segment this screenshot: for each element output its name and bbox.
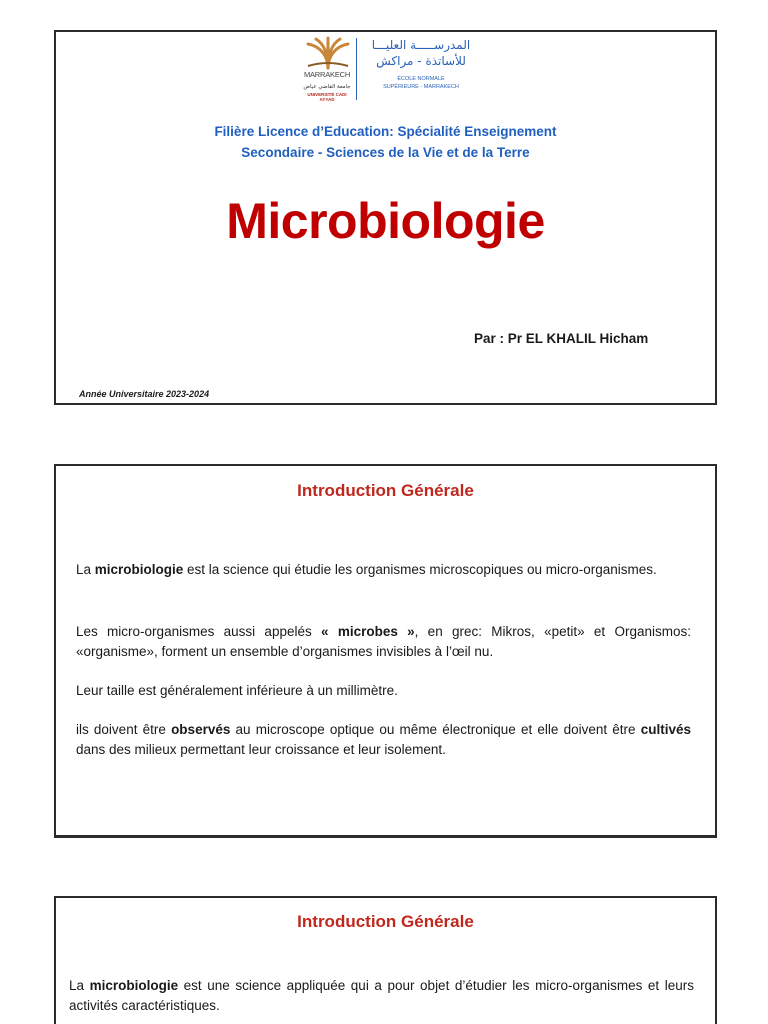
bold-term: observés — [171, 722, 231, 737]
intro-slide-2 — [54, 896, 717, 1024]
author-line: Par : Pr EL KHALIL Hicham — [474, 331, 649, 346]
paragraph-observation — [76, 720, 691, 760]
paragraph-size: Leur taille est généralement inférieure à un millimètre. — [76, 683, 398, 698]
section-title: Introduction Générale — [297, 481, 474, 500]
intro-slide-1 — [54, 464, 717, 838]
logo-school-fr-line1: ÉCOLE NORMALE — [397, 76, 445, 82]
text-run: dans des milieux permettant leur croissance et leur isolement. — [76, 742, 446, 757]
logo-divider — [356, 38, 357, 100]
text-run: Les micro-organismes aussi appelés — [76, 624, 322, 639]
logo-university-ar: جامعة القاضي عياض — [303, 84, 351, 90]
text-run: , en grec: Mikros, «petit» et Organismos: «organisme», forment un ensemble d’organismes invisibles à l’œil nu. — [76, 624, 691, 659]
logo-school-fr-line2: SUPÉRIEURE - MARRAKECH — [383, 84, 459, 90]
text-run: au microscope optique ou même électronique et elle doivent être — [230, 722, 641, 737]
institution-logo — [300, 36, 480, 102]
program-heading — [56, 121, 715, 163]
logo-university-fr: UNIVERSITÉ CADI AYYAD — [307, 92, 347, 102]
section-title: Introduction Générale — [297, 912, 474, 931]
cover-slide — [54, 30, 717, 405]
logo-school-ar-line2: للأساتذة - مراكش — [376, 54, 466, 68]
bold-term: microbiologie — [94, 562, 184, 577]
program-line-1: Filière Licence d’Education: Spécialité Enseignement — [214, 124, 557, 139]
logo-school-ar-line1: المدرســـــة العليـــا — [371, 38, 471, 52]
bold-term: « microbes » — [321, 624, 415, 639]
text-run: est la science qui étudie les organismes microscopiques ou micro-organismes. — [183, 562, 657, 577]
text-run: ils doivent être — [76, 722, 172, 737]
bold-term: microbiologie — [89, 978, 179, 993]
text-run: est une science appliquée qui a pour objet d’étudier les micro-organismes et leurs activités caractéristiques. — [69, 978, 694, 1013]
paragraph-definition — [76, 560, 691, 580]
paragraph-etymology — [76, 622, 691, 662]
program-line-2: Secondaire - Sciences de la Vie et de la Terre — [241, 145, 530, 160]
palm-emblem-icon — [300, 36, 356, 72]
paragraph-applied-science — [69, 976, 694, 1016]
course-title: Microbiologie — [226, 193, 545, 249]
bold-term: cultivés — [640, 722, 691, 737]
logo-city: MARRAKECH — [303, 70, 351, 79]
academic-year: Année Universitaire 2023-2024 — [79, 389, 210, 399]
text-run: La — [69, 978, 90, 993]
text-run: La — [76, 562, 95, 577]
